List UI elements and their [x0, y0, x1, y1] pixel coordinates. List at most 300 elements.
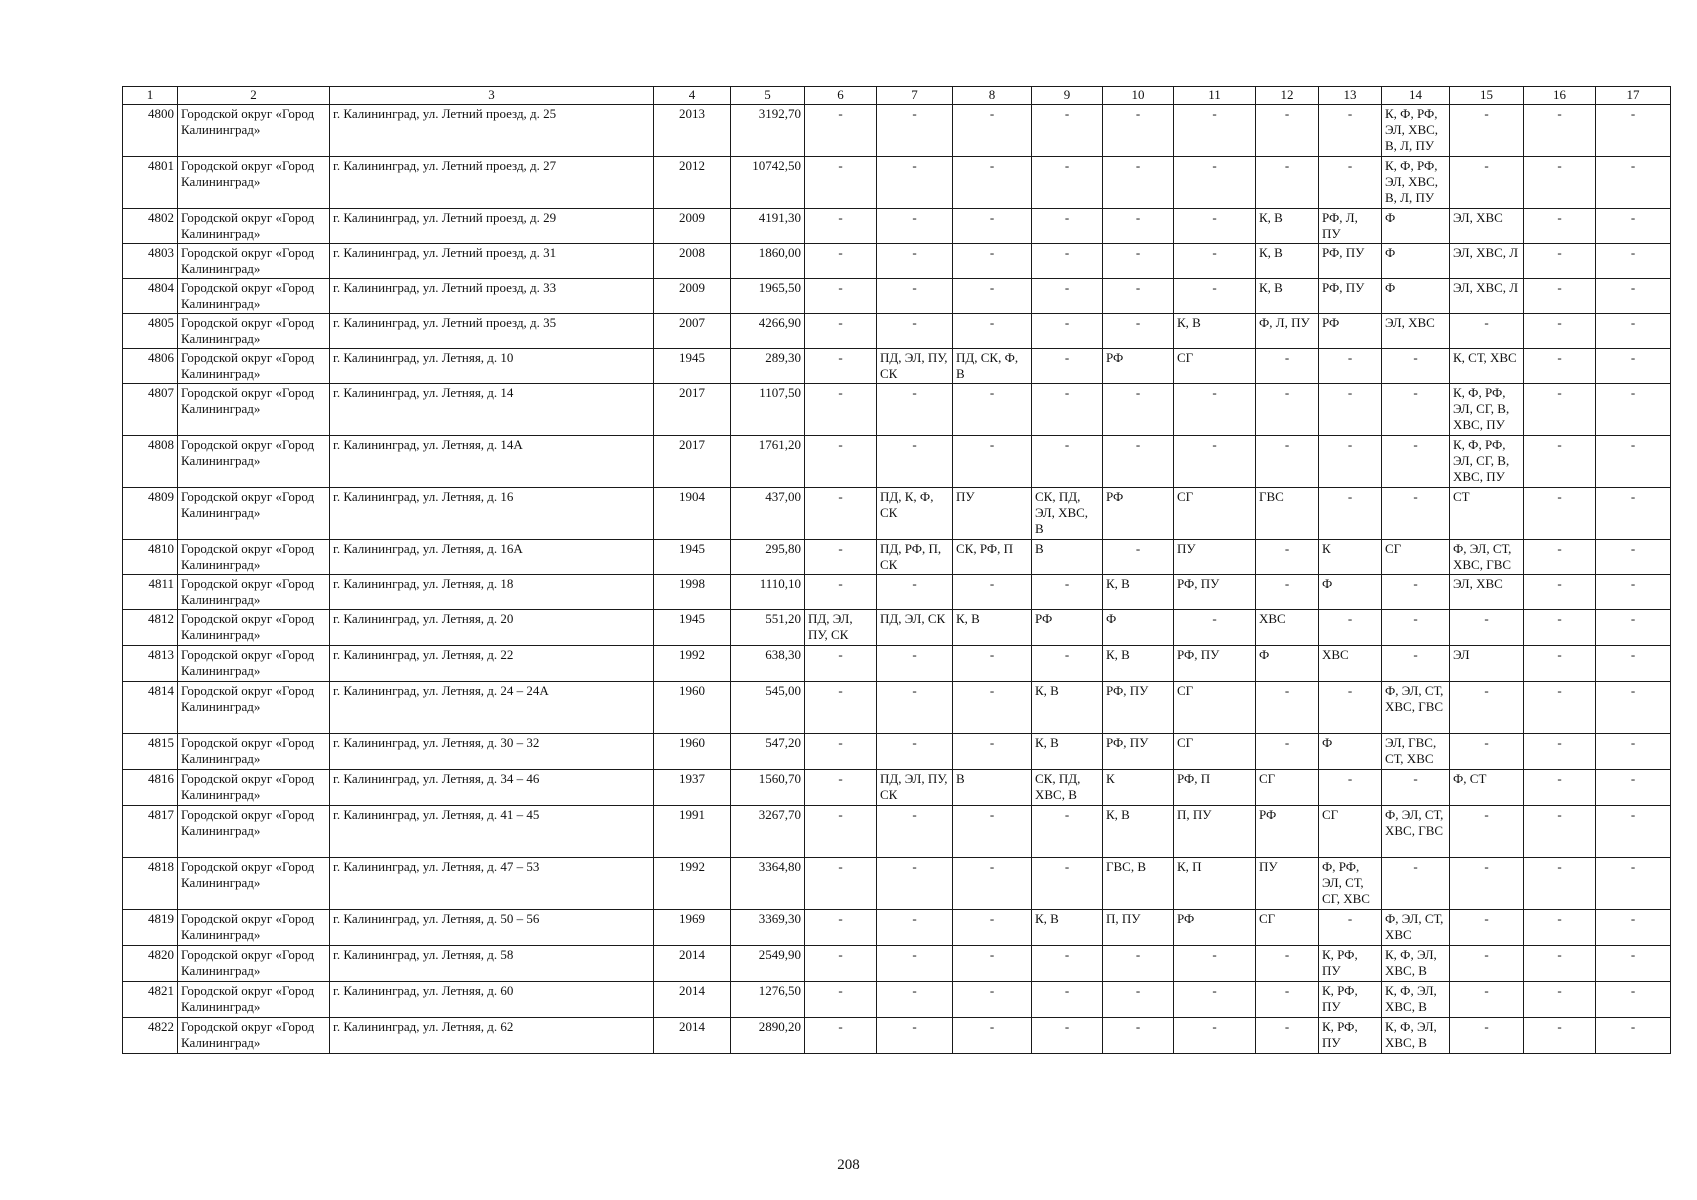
- address-cell: г. Калининград, ул. Летний проезд, д. 25: [330, 105, 654, 157]
- work-code-cell: -: [1032, 209, 1103, 244]
- address-cell: г. Калининград, ул. Летний проезд, д. 31: [330, 244, 654, 279]
- work-code-cell: -: [1174, 1018, 1256, 1054]
- area-cell: 289,30: [731, 349, 805, 384]
- work-code-cell: -: [1450, 858, 1524, 910]
- column-number-header: 14: [1382, 87, 1450, 105]
- work-code-cell: СГ: [1174, 734, 1256, 770]
- table-row: [123, 244, 1671, 279]
- work-code-cell: -: [1256, 105, 1319, 157]
- municipality-cell: Городской округ «Город Калининград»: [178, 682, 330, 734]
- work-code-cell: -: [877, 806, 953, 858]
- municipality-cell: Городской округ «Город Калининград»: [178, 610, 330, 646]
- work-code-cell: ПД, РФ, П, СК: [877, 540, 953, 575]
- address-cell: г. Калининград, ул. Летняя, д. 47 – 53: [330, 858, 654, 910]
- municipality-cell: Городской округ «Город Калининград»: [178, 105, 330, 157]
- column-number-header: 17: [1596, 87, 1671, 105]
- work-code-cell: ЭЛ: [1450, 646, 1524, 682]
- work-code-cell: -: [877, 384, 953, 436]
- area-cell: 638,30: [731, 646, 805, 682]
- work-code-cell: К, В: [1103, 575, 1174, 610]
- work-code-cell: -: [1524, 646, 1596, 682]
- work-code-cell: РФ, ПУ: [1174, 646, 1256, 682]
- work-code-cell: -: [1174, 982, 1256, 1018]
- table-row: [123, 105, 1671, 157]
- work-code-cell: ПД, ЭЛ, ПУ, СК: [877, 349, 953, 384]
- work-code-cell: -: [1103, 982, 1174, 1018]
- work-code-cell: -: [1256, 436, 1319, 488]
- work-code-cell: -: [1256, 157, 1319, 209]
- column-number-header: 9: [1032, 87, 1103, 105]
- work-code-cell: ЭЛ, ХВС: [1450, 209, 1524, 244]
- work-code-cell: -: [805, 682, 877, 734]
- work-code-cell: -: [953, 858, 1032, 910]
- table-row: [123, 209, 1671, 244]
- row-number-cell: 4800: [123, 105, 178, 157]
- work-code-cell: -: [1596, 105, 1671, 157]
- row-number-cell: 4805: [123, 314, 178, 349]
- work-code-cell: -: [1596, 436, 1671, 488]
- municipality-cell: Городской округ «Город Калининград»: [178, 488, 330, 540]
- work-code-cell: -: [953, 244, 1032, 279]
- address-cell: г. Калининград, ул. Летняя, д. 58: [330, 946, 654, 982]
- work-code-cell: СГ: [1174, 682, 1256, 734]
- work-code-cell: -: [953, 575, 1032, 610]
- work-code-cell: -: [1596, 806, 1671, 858]
- work-code-cell: -: [877, 436, 953, 488]
- work-code-cell: -: [1382, 575, 1450, 610]
- work-code-cell: -: [805, 575, 877, 610]
- work-code-cell: К, В: [1032, 910, 1103, 946]
- work-code-cell: -: [1032, 244, 1103, 279]
- work-code-cell: -: [1524, 540, 1596, 575]
- row-number-cell: 4822: [123, 1018, 178, 1054]
- work-code-cell: -: [953, 946, 1032, 982]
- work-code-cell: -: [805, 488, 877, 540]
- address-cell: г. Калининград, ул. Летний проезд, д. 29: [330, 209, 654, 244]
- work-code-cell: -: [805, 946, 877, 982]
- work-code-cell: Ф: [1319, 734, 1382, 770]
- work-code-cell: -: [1256, 575, 1319, 610]
- work-code-cell: К, В: [1256, 279, 1319, 314]
- work-code-cell: К, Ф, РФ, ЭЛ, ХВС, В, Л, ПУ: [1382, 157, 1450, 209]
- work-code-cell: -: [1524, 157, 1596, 209]
- work-code-cell: РФ, ПУ: [1103, 682, 1174, 734]
- address-cell: г. Калининград, ул. Летний проезд, д. 33: [330, 279, 654, 314]
- address-cell: г. Калининград, ул. Летняя, д. 34 – 46: [330, 770, 654, 806]
- work-code-cell: -: [1319, 610, 1382, 646]
- work-code-cell: -: [1319, 436, 1382, 488]
- municipality-cell: Городской округ «Город Калининград»: [178, 209, 330, 244]
- work-code-cell: -: [805, 244, 877, 279]
- municipality-cell: Городской округ «Город Калининград»: [178, 770, 330, 806]
- work-code-cell: К, В: [953, 610, 1032, 646]
- work-code-cell: -: [1319, 488, 1382, 540]
- work-code-cell: -: [805, 314, 877, 349]
- work-code-cell: -: [805, 209, 877, 244]
- municipality-cell: Городской округ «Город Калининград»: [178, 540, 330, 575]
- table-row: [123, 349, 1671, 384]
- column-number-header: 10: [1103, 87, 1174, 105]
- work-code-cell: -: [1103, 314, 1174, 349]
- address-cell: г. Калининград, ул. Летняя, д. 20: [330, 610, 654, 646]
- area-cell: 1965,50: [731, 279, 805, 314]
- work-code-cell: ПД, ЭЛ, ПУ, СК: [805, 610, 877, 646]
- work-code-cell: СГ: [1256, 770, 1319, 806]
- table-row: [123, 806, 1671, 858]
- municipality-cell: Городской округ «Город Калининград»: [178, 384, 330, 436]
- work-code-cell: -: [1032, 314, 1103, 349]
- work-code-cell: -: [805, 982, 877, 1018]
- area-cell: 4266,90: [731, 314, 805, 349]
- municipality-cell: Городской округ «Город Калининград»: [178, 910, 330, 946]
- year-cell: 2013: [654, 105, 731, 157]
- work-code-cell: -: [1103, 384, 1174, 436]
- row-number-cell: 4818: [123, 858, 178, 910]
- work-code-cell: -: [1256, 734, 1319, 770]
- municipality-cell: Городской округ «Город Калининград»: [178, 244, 330, 279]
- work-code-cell: Ф: [1382, 244, 1450, 279]
- year-cell: 1937: [654, 770, 731, 806]
- work-code-cell: -: [1524, 105, 1596, 157]
- row-number-cell: 4819: [123, 910, 178, 946]
- work-code-cell: -: [1596, 575, 1671, 610]
- row-number-cell: 4810: [123, 540, 178, 575]
- work-code-cell: -: [1450, 806, 1524, 858]
- municipality-cell: Городской округ «Город Калининград»: [178, 279, 330, 314]
- table-row: [123, 946, 1671, 982]
- address-cell: г. Калининград, ул. Летняя, д. 22: [330, 646, 654, 682]
- row-number-cell: 4801: [123, 157, 178, 209]
- work-code-cell: СГ: [1256, 910, 1319, 946]
- work-code-cell: -: [1596, 770, 1671, 806]
- table-row: [123, 488, 1671, 540]
- work-code-cell: -: [1319, 682, 1382, 734]
- work-code-cell: -: [877, 1018, 953, 1054]
- area-cell: 3364,80: [731, 858, 805, 910]
- work-code-cell: РФ, ПУ: [1174, 575, 1256, 610]
- work-code-cell: -: [877, 946, 953, 982]
- year-cell: 2009: [654, 209, 731, 244]
- work-code-cell: -: [877, 105, 953, 157]
- year-cell: 2014: [654, 1018, 731, 1054]
- area-cell: 3369,30: [731, 910, 805, 946]
- work-code-cell: -: [1596, 1018, 1671, 1054]
- work-code-cell: -: [1032, 575, 1103, 610]
- address-cell: г. Калининград, ул. Летний проезд, д. 35: [330, 314, 654, 349]
- row-number-cell: 4817: [123, 806, 178, 858]
- work-code-cell: -: [877, 982, 953, 1018]
- area-cell: 295,80: [731, 540, 805, 575]
- work-code-cell: -: [1524, 314, 1596, 349]
- year-cell: 2007: [654, 314, 731, 349]
- work-code-cell: Ф, РФ, ЭЛ, СТ, СГ, ХВС: [1319, 858, 1382, 910]
- year-cell: 1960: [654, 734, 731, 770]
- work-code-cell: -: [1032, 946, 1103, 982]
- work-code-cell: РФ: [1103, 488, 1174, 540]
- work-code-cell: -: [1103, 436, 1174, 488]
- column-number-header: 15: [1450, 87, 1524, 105]
- year-cell: 2014: [654, 982, 731, 1018]
- work-code-cell: -: [1596, 982, 1671, 1018]
- work-code-cell: К, Ф, РФ, ЭЛ, СГ, В, ХВС, ПУ: [1450, 436, 1524, 488]
- work-code-cell: -: [1319, 384, 1382, 436]
- work-code-cell: РФ: [1319, 314, 1382, 349]
- municipality-cell: Городской округ «Город Калининград»: [178, 858, 330, 910]
- work-code-cell: -: [1524, 575, 1596, 610]
- work-code-cell: -: [1450, 982, 1524, 1018]
- work-code-cell: -: [1382, 646, 1450, 682]
- row-number-cell: 4816: [123, 770, 178, 806]
- table-row: [123, 540, 1671, 575]
- work-code-cell: Ф, СТ: [1450, 770, 1524, 806]
- work-code-cell: -: [1596, 384, 1671, 436]
- year-cell: 2012: [654, 157, 731, 209]
- work-code-cell: РФ: [1174, 910, 1256, 946]
- year-cell: 2014: [654, 946, 731, 982]
- work-code-cell: -: [1524, 858, 1596, 910]
- work-code-cell: К, В: [1103, 646, 1174, 682]
- work-code-cell: К, РФ, ПУ: [1319, 946, 1382, 982]
- work-code-cell: -: [1524, 244, 1596, 279]
- work-code-cell: Ф: [1256, 646, 1319, 682]
- work-code-cell: РФ, Л, ПУ: [1319, 209, 1382, 244]
- work-code-cell: ГВС: [1256, 488, 1319, 540]
- work-code-cell: -: [1103, 105, 1174, 157]
- address-cell: г. Калининград, ул. Летняя, д. 62: [330, 1018, 654, 1054]
- work-code-cell: РФ: [1256, 806, 1319, 858]
- table-row: [123, 858, 1671, 910]
- work-code-cell: В: [1032, 540, 1103, 575]
- area-cell: 1761,20: [731, 436, 805, 488]
- work-code-cell: -: [1596, 157, 1671, 209]
- row-number-cell: 4803: [123, 244, 178, 279]
- work-code-cell: -: [1596, 910, 1671, 946]
- table-row: [123, 646, 1671, 682]
- table-row: [123, 734, 1671, 770]
- table-row: [123, 770, 1671, 806]
- work-code-cell: -: [1596, 858, 1671, 910]
- work-code-cell: СТ: [1450, 488, 1524, 540]
- work-code-cell: -: [1596, 279, 1671, 314]
- work-code-cell: -: [1032, 646, 1103, 682]
- work-code-cell: -: [1596, 734, 1671, 770]
- column-number-header: 5: [731, 87, 805, 105]
- work-code-cell: -: [1524, 946, 1596, 982]
- work-code-cell: -: [1596, 349, 1671, 384]
- work-code-cell: -: [1032, 806, 1103, 858]
- work-code-cell: К, Ф, РФ, ЭЛ, СГ, В, ХВС, ПУ: [1450, 384, 1524, 436]
- address-cell: г. Калининград, ул. Летний проезд, д. 27: [330, 157, 654, 209]
- municipality-cell: Городской округ «Город Калининград»: [178, 314, 330, 349]
- table-row: [123, 910, 1671, 946]
- work-code-cell: -: [1032, 279, 1103, 314]
- area-cell: 2549,90: [731, 946, 805, 982]
- work-code-cell: -: [1103, 540, 1174, 575]
- work-code-cell: -: [953, 279, 1032, 314]
- work-code-cell: -: [1174, 157, 1256, 209]
- row-number-cell: 4821: [123, 982, 178, 1018]
- work-code-cell: -: [805, 349, 877, 384]
- work-code-cell: К, В: [1032, 682, 1103, 734]
- year-cell: 1945: [654, 610, 731, 646]
- work-code-cell: РФ: [1032, 610, 1103, 646]
- work-code-cell: -: [1450, 610, 1524, 646]
- area-cell: 3267,70: [731, 806, 805, 858]
- work-code-cell: -: [1382, 384, 1450, 436]
- register-table: [122, 86, 1671, 1054]
- work-code-cell: -: [1524, 734, 1596, 770]
- work-code-cell: СГ: [1382, 540, 1450, 575]
- work-code-cell: -: [1319, 157, 1382, 209]
- table-row: [123, 157, 1671, 209]
- work-code-cell: -: [953, 806, 1032, 858]
- work-code-cell: -: [877, 575, 953, 610]
- work-code-cell: -: [1256, 1018, 1319, 1054]
- year-cell: 1998: [654, 575, 731, 610]
- work-code-cell: К, РФ, ПУ: [1319, 1018, 1382, 1054]
- work-code-cell: -: [1524, 982, 1596, 1018]
- work-code-cell: -: [1032, 157, 1103, 209]
- work-code-cell: ПУ: [953, 488, 1032, 540]
- address-cell: г. Калининград, ул. Летняя, д. 41 – 45: [330, 806, 654, 858]
- work-code-cell: -: [953, 682, 1032, 734]
- work-code-cell: -: [1596, 314, 1671, 349]
- work-code-cell: К, Ф, ЭЛ, ХВС, В: [1382, 1018, 1450, 1054]
- work-code-cell: К, П: [1174, 858, 1256, 910]
- work-code-cell: -: [1174, 244, 1256, 279]
- work-code-cell: -: [1450, 946, 1524, 982]
- year-cell: 1945: [654, 540, 731, 575]
- municipality-cell: Городской округ «Город Калининград»: [178, 806, 330, 858]
- column-number-header: 2: [178, 87, 330, 105]
- work-code-cell: РФ, ПУ: [1103, 734, 1174, 770]
- row-number-cell: 4813: [123, 646, 178, 682]
- work-code-cell: -: [805, 858, 877, 910]
- area-cell: 545,00: [731, 682, 805, 734]
- work-code-cell: -: [1103, 946, 1174, 982]
- area-cell: 4191,30: [731, 209, 805, 244]
- area-cell: 1107,50: [731, 384, 805, 436]
- work-code-cell: К, В: [1103, 806, 1174, 858]
- work-code-cell: -: [1524, 770, 1596, 806]
- column-number-header: 16: [1524, 87, 1596, 105]
- work-code-cell: ЭЛ, ХВС, Л: [1450, 279, 1524, 314]
- address-cell: г. Калининград, ул. Летняя, д. 24 – 24А: [330, 682, 654, 734]
- address-cell: г. Калининград, ул. Летняя, д. 50 – 56: [330, 910, 654, 946]
- work-code-cell: СГ: [1319, 806, 1382, 858]
- work-code-cell: -: [1256, 349, 1319, 384]
- work-code-cell: Ф: [1103, 610, 1174, 646]
- year-cell: 1992: [654, 646, 731, 682]
- municipality-cell: Городской округ «Город Калининград»: [178, 982, 330, 1018]
- row-number-cell: 4807: [123, 384, 178, 436]
- area-cell: 1560,70: [731, 770, 805, 806]
- work-code-cell: -: [1174, 610, 1256, 646]
- work-code-cell: -: [953, 910, 1032, 946]
- area-cell: 547,20: [731, 734, 805, 770]
- work-code-cell: Ф, ЭЛ, СТ, ХВС, ГВС: [1382, 806, 1450, 858]
- work-code-cell: -: [1256, 540, 1319, 575]
- work-code-cell: СК, ПД, ЭЛ, ХВС, В: [1032, 488, 1103, 540]
- work-code-cell: ПД, К, Ф, СК: [877, 488, 953, 540]
- year-cell: 1992: [654, 858, 731, 910]
- work-code-cell: -: [1450, 105, 1524, 157]
- work-code-cell: -: [953, 646, 1032, 682]
- work-code-cell: -: [877, 279, 953, 314]
- address-cell: г. Калининград, ул. Летняя, д. 10: [330, 349, 654, 384]
- address-cell: г. Калининград, ул. Летняя, д. 18: [330, 575, 654, 610]
- work-code-cell: ПД, ЭЛ, ПУ, СК: [877, 770, 953, 806]
- column-number-header: 3: [330, 87, 654, 105]
- year-cell: 2017: [654, 384, 731, 436]
- work-code-cell: -: [1382, 436, 1450, 488]
- work-code-cell: -: [953, 314, 1032, 349]
- work-code-cell: -: [877, 314, 953, 349]
- year-cell: 2008: [654, 244, 731, 279]
- work-code-cell: -: [1382, 610, 1450, 646]
- work-code-cell: -: [1319, 910, 1382, 946]
- work-code-cell: Ф, ЭЛ, СТ, ХВС, ГВС: [1382, 682, 1450, 734]
- work-code-cell: ПУ: [1174, 540, 1256, 575]
- year-cell: 2009: [654, 279, 731, 314]
- row-number-cell: 4814: [123, 682, 178, 734]
- work-code-cell: -: [1174, 279, 1256, 314]
- work-code-cell: -: [953, 436, 1032, 488]
- work-code-cell: К, Ф, ЭЛ, ХВС, В: [1382, 982, 1450, 1018]
- table-row: [123, 314, 1671, 349]
- column-number-header: 6: [805, 87, 877, 105]
- work-code-cell: -: [1596, 682, 1671, 734]
- work-code-cell: -: [1032, 1018, 1103, 1054]
- work-code-cell: -: [1382, 349, 1450, 384]
- work-code-cell: -: [953, 384, 1032, 436]
- work-code-cell: -: [877, 157, 953, 209]
- work-code-cell: -: [805, 384, 877, 436]
- row-number-cell: 4820: [123, 946, 178, 982]
- work-code-cell: -: [1596, 540, 1671, 575]
- work-code-cell: -: [877, 646, 953, 682]
- work-code-cell: Ф: [1382, 279, 1450, 314]
- work-code-cell: -: [1596, 244, 1671, 279]
- work-code-cell: К: [1319, 540, 1382, 575]
- address-cell: г. Калининград, ул. Летняя, д. 60: [330, 982, 654, 1018]
- work-code-cell: -: [1174, 384, 1256, 436]
- work-code-cell: -: [1524, 209, 1596, 244]
- work-code-cell: Ф, Л, ПУ: [1256, 314, 1319, 349]
- work-code-cell: -: [1524, 1018, 1596, 1054]
- work-code-cell: -: [1256, 982, 1319, 1018]
- work-code-cell: ПД, СК, Ф, В: [953, 349, 1032, 384]
- year-cell: 1960: [654, 682, 731, 734]
- row-number-cell: 4802: [123, 209, 178, 244]
- work-code-cell: ЭЛ, ХВС: [1382, 314, 1450, 349]
- work-code-cell: -: [1174, 105, 1256, 157]
- work-code-cell: -: [1032, 349, 1103, 384]
- row-number-cell: 4815: [123, 734, 178, 770]
- work-code-cell: -: [1596, 646, 1671, 682]
- table-row: [123, 575, 1671, 610]
- work-code-cell: СГ: [1174, 349, 1256, 384]
- work-code-cell: -: [805, 1018, 877, 1054]
- work-code-cell: -: [1103, 1018, 1174, 1054]
- year-cell: 1945: [654, 349, 731, 384]
- work-code-cell: РФ: [1103, 349, 1174, 384]
- work-code-cell: -: [1596, 209, 1671, 244]
- address-cell: г. Калининград, ул. Летняя, д. 14: [330, 384, 654, 436]
- work-code-cell: -: [805, 734, 877, 770]
- municipality-cell: Городской округ «Город Калининград»: [178, 349, 330, 384]
- work-code-cell: ЭЛ, ХВС: [1450, 575, 1524, 610]
